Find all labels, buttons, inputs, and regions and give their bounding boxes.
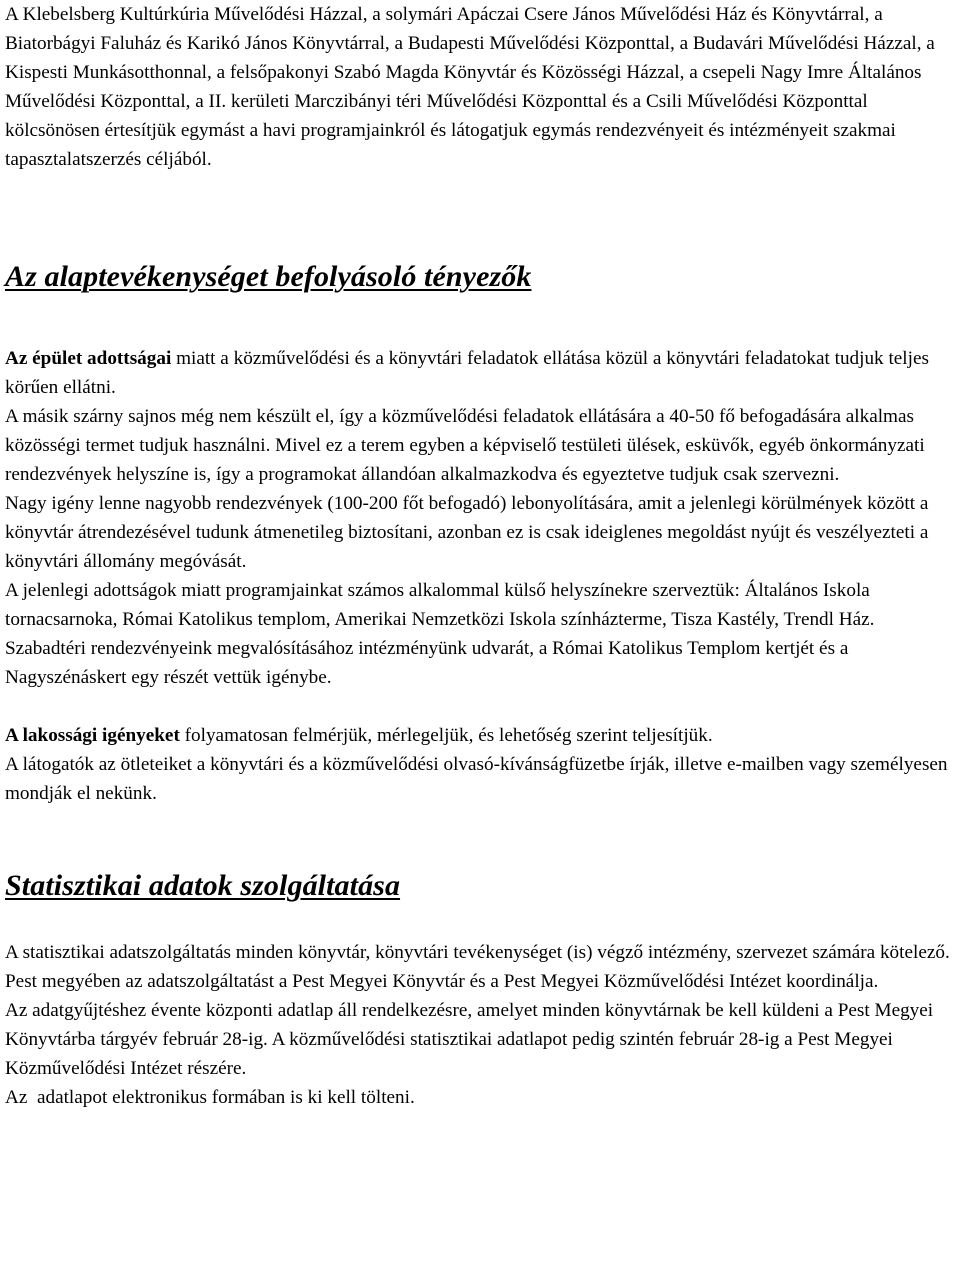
intro-block bbox=[5, 0, 957, 174]
statistics-paragraph-2: Az adatgyűjtéshez évente központi adatlap áll rendelkezésre, amelyet minden könyvtárnak be kell küldeni a Pest Megyei Könyvtárba tárgyév február 28-ig. A közművelődési statisztikai adatlapot pedig szintén február 28-ig a Pest Megyei Közművelődési Intézet részére. bbox=[5, 1000, 934, 1079]
building-bold-lead: Az épület adottságai bbox=[5, 348, 172, 369]
statistics-paragraph-1: A statisztikai adatszolgáltatás minden könyvtár, könyvtári tevékenységet (is) végző intézmény, szervezet számára kötelező. Pest megyében az adatszolgáltatást a Pest Megyei Könyvtár és a Pest Megyei Közművelődési Intézet koordinálja. bbox=[5, 942, 950, 992]
statistics-paragraph-3: Az adatlapot elektronikus formában is ki kell tölteni. bbox=[5, 1087, 415, 1108]
needs-paragraph-2: A látogatók az ötleteiket a könyvtári és a közművelődési olvasó-kívánságfüzetbe írják, illetve e-mailben vagy személyesen mondják el nekünk. bbox=[5, 754, 948, 804]
building-paragraph-1 bbox=[5, 344, 957, 402]
needs-bold-lead: A lakossági igényeket bbox=[5, 725, 180, 746]
statistics-block bbox=[5, 938, 957, 1112]
section-heading-statistics: Statisztikai adatok szolgáltatása bbox=[5, 869, 401, 902]
building-paragraph-4: A jelenlegi adottságok miatt programjainkat számos alkalommal külső helyszínekre szerveztük: Általános Iskola tornacsarnoka, Római Katolikus templom, Amerikai Nemzetközi Iskola színházterme, Tisza Kastély, Trendl Ház. bbox=[5, 580, 875, 630]
needs-block bbox=[5, 721, 957, 808]
building-paragraph-2: A másik szárny sajnos még nem készült el, így a közművelődési feladatok ellátására a 40-50 fő befogadására alkalmas közösségi termet tudjuk használni. Mivel ez a terem egyben a képviselő testületi ülések, esküvők, egyéb önkormányzati rendezvények helyszíne is, így a programokat állandóan alkalmazkodva és egyeztetve tudjuk csak szervezni. bbox=[5, 406, 925, 485]
building-paragraph-1-rest: miatt a közművelődési és a könyvtári feladatok ellátása közül a könyvtári feladatokat tudjuk teljes körűen ellátni. bbox=[5, 348, 929, 398]
document-page bbox=[5, 0, 957, 1112]
section-heading-factors: Az alaptevékenységet befolyásoló tényezők bbox=[5, 260, 532, 293]
building-paragraph-5: Szabadtéri rendezvényeink megvalósításához intézményünk udvarát, a Római Katolikus Templom kertjét és a Nagyszénáskert egy részét vettük igénybe. bbox=[5, 638, 849, 688]
building-block bbox=[5, 344, 957, 692]
building-paragraph-3: Nagy igény lenne nagyobb rendezvények (100-200 főt befogadó) lebonyolítására, amit a jelenlegi körülmények között a könyvtár átrendezésével tudunk átmenetileg biztosítani, azonban ez is csak ideiglenes megoldást nyújt és veszélyezteti a könyvtári állomány megóvását. bbox=[5, 493, 929, 572]
intro-paragraph: A Klebelsberg Kultúrkúria Művelődési Házzal, a solymári Apáczai Csere János Művelődési Ház és Könyvtárral, a Biatorbágyi Faluház és Karikó János Könyvtárral, a Budapesti Művelődési Központtal, a Budavári Művelődési Házzal, a Kispesti Munkásotthonnal, a felsőpakonyi Szabó Magda Könyvtár és Közösségi Házzal, a csepeli Nagy Imre Általános Művelődési Központtal, a II. kerületi Marczibányi téri Művelődési Központtal és a Csili Művelődési Központtal kölcsönösen értesítjük egymást a havi programjainkról és látogatjuk egymás rendezvényeit és intézményeit szakmai tapasztalatszerzés céljából. bbox=[5, 4, 935, 170]
needs-paragraph-1 bbox=[5, 721, 957, 750]
needs-paragraph-1-rest: folyamatosan felmérjük, mérlegeljük, és lehetőség szerint teljesítjük. bbox=[179, 725, 713, 746]
